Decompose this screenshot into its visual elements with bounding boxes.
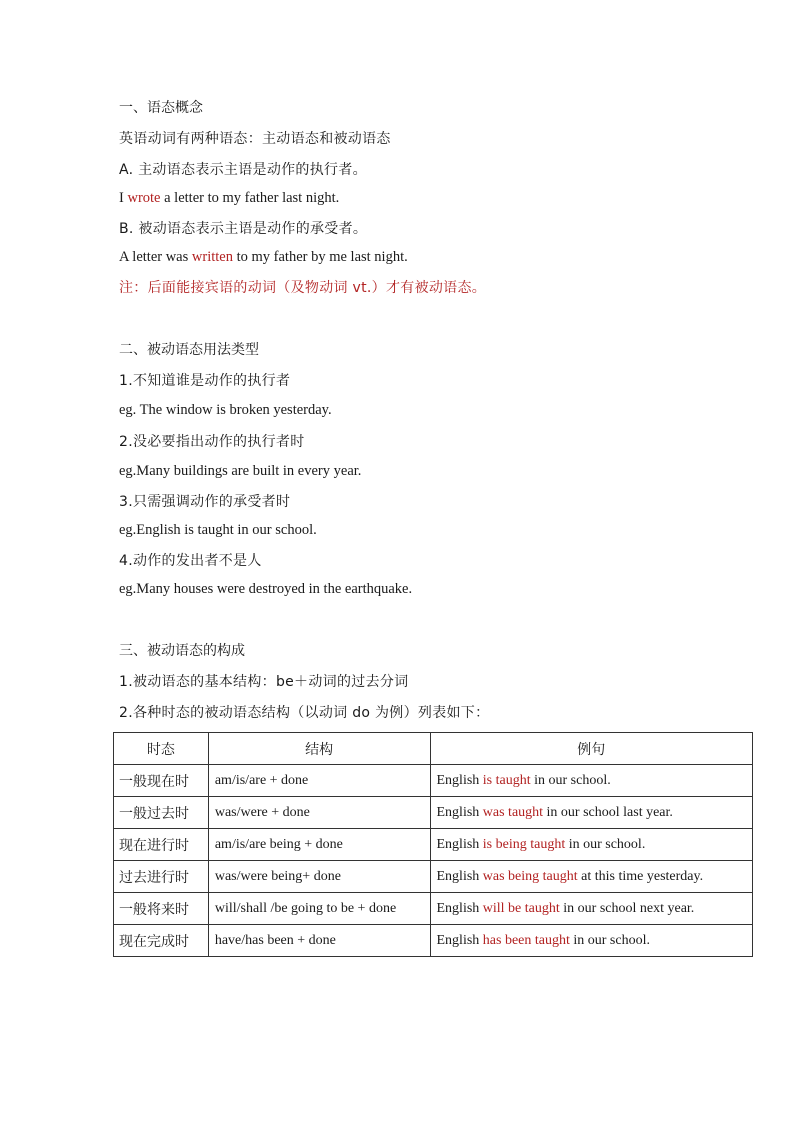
table-row [114, 797, 753, 829]
example-verb: is being taught [482, 836, 566, 852]
example-pre: English [436, 932, 483, 948]
table-row [114, 765, 753, 797]
passive-voice-definition: B. 被动语态表示主语是动作的承受者。 [119, 221, 368, 237]
example-cell [430, 925, 753, 957]
table-header-row [114, 733, 753, 765]
example-cell [430, 893, 753, 925]
example-cell [430, 829, 753, 861]
structure-cell: will/shall /be going to be + done [208, 893, 430, 925]
structure-point-2: 2.各种时态的被动语态结构（以动词 do 为例）列表如下： [119, 705, 490, 721]
example-pre: English [436, 836, 483, 852]
usage-rule: 1.不知道谁是动作的执行者 [119, 373, 291, 389]
active-voice-example [119, 190, 339, 207]
example-verb: was being taught [482, 868, 578, 884]
example-post: to my father by me last night. [232, 249, 408, 265]
example-cell [430, 765, 753, 797]
usage-example: eg. The window is broken yesterday. [119, 402, 332, 418]
section1-intro: 英语动词有两种语态：主动语态和被动语态 [119, 131, 391, 147]
table-row [114, 925, 753, 957]
table-row [114, 893, 753, 925]
usage-rule: 3.只需强调动作的承受者时 [119, 494, 291, 510]
usage-rule: 4.动作的发出者不是人 [119, 553, 262, 569]
header-structure: 结构 [208, 733, 430, 765]
structure-cell: was/were being+ done [208, 861, 430, 893]
passive-voice-tense-table [113, 732, 753, 957]
example-post: in our school. [565, 836, 646, 852]
example-pre: English [436, 804, 483, 820]
example-verb: will be taught [482, 900, 560, 916]
tense-cell: 现在完成时 [114, 925, 209, 957]
example-post: in our school. [569, 932, 650, 948]
structure-cell: am/is/are being + done [208, 829, 430, 861]
example-cell [430, 797, 753, 829]
example-verb: is taught [482, 772, 531, 788]
example-pre: English [436, 772, 483, 788]
example-pre: English [436, 868, 483, 884]
example-pre: I [119, 190, 128, 206]
example-verb: wrote [127, 190, 161, 206]
example-pre: A letter was [119, 249, 192, 265]
example-pre: English [436, 900, 483, 916]
active-voice-definition: A. 主动语态表示主语是动作的执行者。 [119, 162, 367, 178]
example-cell [430, 861, 753, 893]
example-post: in our school. [530, 772, 611, 788]
section2-heading: 二、被动语态用法类型 [119, 342, 259, 358]
tense-cell: 现在进行时 [114, 829, 209, 861]
section3-heading: 三、被动语态的构成 [119, 643, 245, 659]
example-post: in our school last year. [543, 804, 673, 820]
structure-cell: have/has been + done [208, 925, 430, 957]
tense-cell: 一般过去时 [114, 797, 209, 829]
tense-cell: 过去进行时 [114, 861, 209, 893]
usage-example: eg.Many buildings are built in every year. [119, 463, 362, 479]
header-example: 例句 [430, 733, 753, 765]
section1-heading: 一、语态概念 [119, 100, 203, 116]
usage-example: eg.Many houses were destroyed in the earthquake. [119, 581, 413, 597]
header-tense: 时态 [114, 733, 209, 765]
example-verb: has been taught [482, 932, 570, 948]
table-row [114, 861, 753, 893]
example-verb: written [191, 249, 233, 265]
example-post: in our school next year. [559, 900, 695, 916]
structure-point-1: 1.被动语态的基本结构：be＋动词的过去分词 [119, 674, 409, 690]
tense-cell: 一般现在时 [114, 765, 209, 797]
structure-cell: was/were + done [208, 797, 430, 829]
table-row [114, 829, 753, 861]
example-post: at this time yesterday. [577, 868, 704, 884]
example-post: a letter to my father last night. [160, 190, 340, 206]
section1-note: 注：后面能接宾语的动词（及物动词 vt.）才有被动语态。 [119, 280, 487, 296]
passive-voice-example [119, 249, 408, 266]
usage-example: eg.English is taught in our school. [119, 522, 317, 538]
example-verb: was taught [482, 804, 544, 820]
usage-rule: 2.没必要指出动作的执行者时 [119, 434, 305, 450]
tense-cell: 一般将来时 [114, 893, 209, 925]
structure-cell: am/is/are + done [208, 765, 430, 797]
